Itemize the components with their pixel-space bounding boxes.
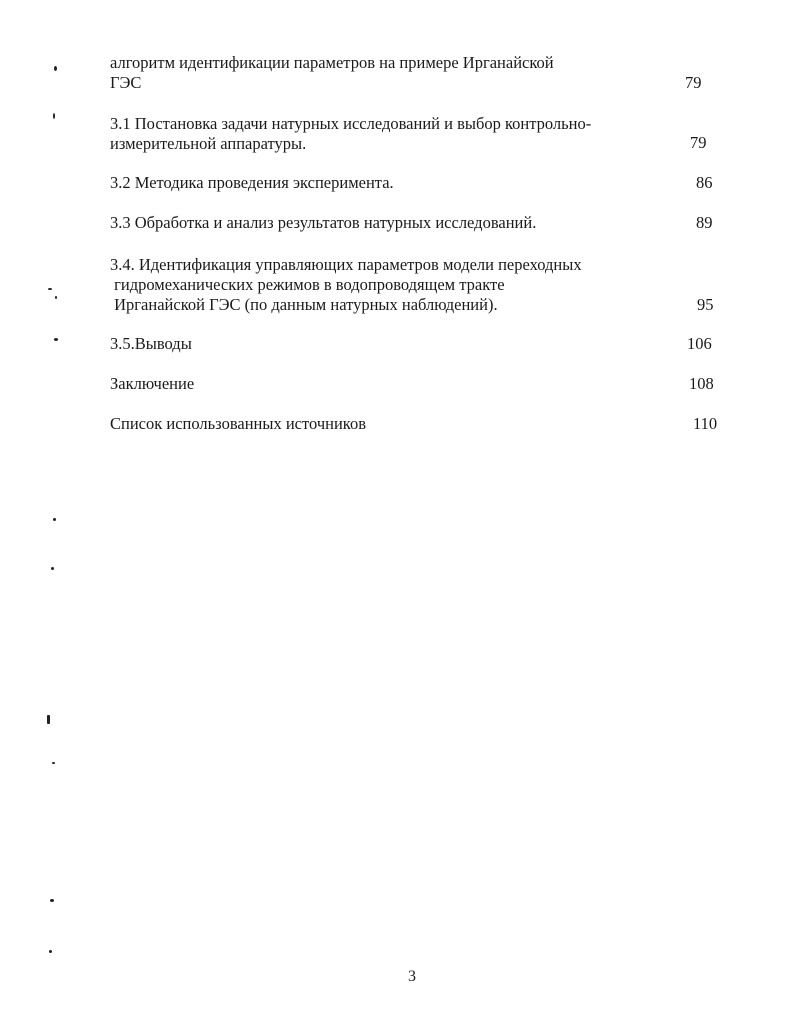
scan-speck bbox=[48, 288, 52, 290]
toc-entry-text-line: гидромеханических режимов в водопроводящем тракте bbox=[110, 275, 505, 294]
toc-page-number: 79 bbox=[685, 73, 702, 92]
toc-entry-3-2 bbox=[110, 173, 394, 193]
scan-speck bbox=[54, 66, 57, 71]
toc-entry-text-line: ГЭС bbox=[110, 73, 142, 92]
toc-entry-text-line: 3.5.Выводы bbox=[110, 334, 192, 353]
toc-entry-text-line: Ирганайской ГЭС (по данным натурных наблюдений). bbox=[110, 295, 498, 314]
toc-entry-text-line: 3.3 Обработка и анализ результатов натурных исследований. bbox=[110, 213, 537, 232]
scan-speck bbox=[55, 296, 57, 299]
scan-speck bbox=[51, 567, 54, 570]
toc-entry-text-line: измерительной аппаратуры. bbox=[110, 134, 307, 153]
toc-entry-text-line: алгоритм идентификации параметров на примере Ирганайской bbox=[110, 53, 554, 72]
toc-entry-3-5 bbox=[110, 334, 192, 354]
toc-entry-text-line: 3.2 Методика проведения эксперимента. bbox=[110, 173, 394, 192]
toc-entry-text-line: Список использованных источников bbox=[110, 414, 366, 433]
scan-speck bbox=[53, 113, 55, 119]
page-number: 3 bbox=[408, 968, 416, 985]
toc-entry-3-3 bbox=[110, 213, 536, 233]
toc-page-number: 108 bbox=[689, 374, 714, 393]
toc-entry-3-1 bbox=[110, 114, 591, 154]
toc-page-number: 79 bbox=[690, 133, 707, 152]
toc-entry-text-line: Заключение bbox=[110, 374, 195, 393]
toc-entry-references bbox=[110, 414, 366, 434]
toc-page-number: 86 bbox=[696, 173, 713, 192]
toc-page-number: 95 bbox=[697, 295, 714, 314]
toc-page-number: 89 bbox=[696, 213, 713, 232]
toc-entry-conclusion bbox=[110, 374, 194, 394]
scan-speck bbox=[54, 338, 58, 341]
scan-speck bbox=[47, 715, 50, 724]
toc-entry-text-line: 3.4. Идентификация управляющих параметров модели переходных bbox=[110, 255, 582, 274]
toc-entry-3-4 bbox=[110, 255, 582, 315]
scan-speck bbox=[50, 899, 54, 902]
scan-speck bbox=[52, 762, 55, 764]
scan-speck bbox=[53, 518, 56, 521]
scan-speck bbox=[49, 950, 52, 953]
toc-page-number: 110 bbox=[693, 414, 718, 433]
toc-page-number: 106 bbox=[687, 334, 712, 353]
toc-entry-algorithm bbox=[110, 53, 554, 93]
toc-entry-text-line: 3.1 Постановка задачи натурных исследований и выбор контрольно- bbox=[110, 114, 592, 133]
